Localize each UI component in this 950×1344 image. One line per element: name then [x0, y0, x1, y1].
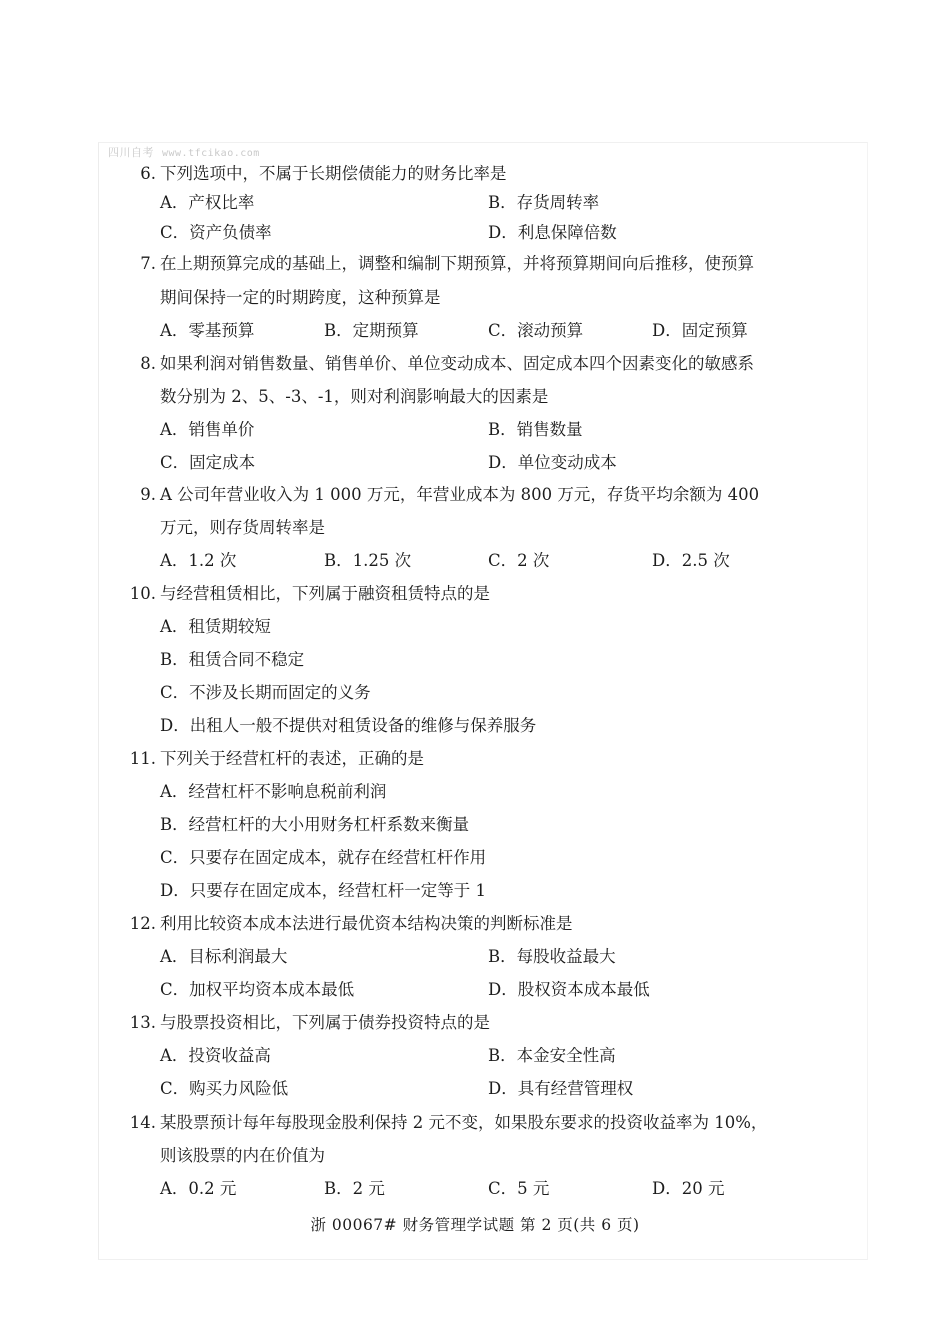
option-a: A．0.2 元 — [160, 1179, 237, 1198]
option-b: B．存货周转率 — [488, 193, 600, 212]
question-stem-continued: 数分别为 2、5、-3、-1，则对利润影响最大的因素是 — [160, 387, 549, 406]
option-d: D．具有经营管理权 — [488, 1079, 634, 1098]
option-b: B．1.25 次 — [324, 551, 412, 570]
question-number: 13. — [129, 1013, 156, 1032]
watermark-url: www.tfcikao.com — [162, 148, 260, 159]
option-d: D．只要存在固定成本，经营杠杆一定等于 1 — [160, 881, 486, 900]
option-b: B．本金安全性高 — [488, 1046, 616, 1065]
question-stem: 与经营租赁相比，下列属于融资租赁特点的是 — [160, 584, 490, 603]
question-stem: 如果利润对销售数量、销售单价、单位变动成本、固定成本四个因素变化的敏感系 — [160, 354, 754, 373]
question-stem: 下列选项中，不属于长期偿债能力的财务比率是 — [160, 164, 507, 183]
option-c: C．资产负债率 — [160, 223, 272, 242]
option-a: A．零基预算 — [160, 321, 255, 340]
option-c: C．不涉及长期而固定的义务 — [160, 683, 371, 702]
question-number: 6. — [140, 164, 156, 183]
question-number: 11. — [129, 749, 156, 768]
option-c: C．2 次 — [488, 551, 550, 570]
option-b: B．租赁合同不稳定 — [160, 650, 305, 669]
option-d: D．利息保障倍数 — [488, 223, 617, 242]
option-c: C．5 元 — [488, 1179, 550, 1198]
option-c: C．加权平均资本成本最低 — [160, 980, 355, 999]
option-d: D．单位变动成本 — [488, 453, 617, 472]
option-a: A．投资收益高 — [160, 1046, 271, 1065]
option-b: B．每股收益最大 — [488, 947, 616, 966]
option-b: B．经营杠杆的大小用财务杠杆系数来衡量 — [160, 815, 470, 834]
question-number: 10. — [129, 584, 156, 603]
question-stem: 下列关于经营杠杆的表述，正确的是 — [160, 749, 424, 768]
option-d: D．固定预算 — [652, 321, 748, 340]
watermark-site-name: 四川自考 — [108, 146, 154, 159]
question-number: 14. — [129, 1113, 156, 1132]
question-stem: 与股票投资相比，下列属于债券投资特点的是 — [160, 1013, 490, 1032]
question-stem: 利用比较资本成本法进行最优资本结构决策的判断标准是 — [160, 914, 573, 933]
option-a: A．经营杠杆不影响息税前利润 — [160, 782, 387, 801]
option-b: B．定期预算 — [324, 321, 419, 340]
option-b: B．2 元 — [324, 1179, 385, 1198]
option-c: C．滚动预算 — [488, 321, 584, 340]
option-d: D．股权资本成本最低 — [488, 980, 650, 999]
question-stem-continued: 期间保持一定的时期跨度，这种预算是 — [160, 288, 441, 307]
question-stem-continued: 则该股票的内在价值为 — [160, 1146, 325, 1165]
question-number: 7. — [140, 254, 156, 273]
option-c: C．购买力风险低 — [160, 1079, 289, 1098]
option-c: C．只要存在固定成本，就存在经营杠杆作用 — [160, 848, 487, 867]
option-d: D．2.5 次 — [652, 551, 730, 570]
option-a: A．1.2 次 — [160, 551, 237, 570]
question-stem-continued: 万元，则存货周转率是 — [160, 518, 325, 537]
question-number: 8. — [140, 354, 156, 373]
option-a: A．产权比率 — [160, 193, 255, 212]
watermark — [108, 144, 260, 160]
question-number: 12. — [129, 914, 156, 933]
question-stem: A 公司年营业收入为 1 000 万元，年营业成本为 800 万元，存货平均余额为 400 — [160, 485, 760, 504]
option-d: D．出租人一般不提供对租赁设备的维修与保养服务 — [160, 716, 537, 735]
page-footer: 浙 00067# 财务管理学试题 第 2 页(共 6 页) — [310, 1216, 640, 1234]
option-a: A．销售单价 — [160, 420, 255, 439]
option-a: A．目标利润最大 — [160, 947, 288, 966]
question-stem: 在上期预算完成的基础上，调整和编制下期预算，并将预算期间向后推移，使预算 — [160, 254, 754, 273]
option-c: C．固定成本 — [160, 453, 256, 472]
option-d: D．20 元 — [652, 1179, 725, 1198]
question-stem: 某股票预计每年每股现金股利保持 2 元不变，如果股东要求的投资收益率为 10%， — [160, 1113, 768, 1132]
question-number: 9. — [140, 485, 156, 504]
option-a: A．租赁期较短 — [160, 617, 271, 636]
option-b: B．销售数量 — [488, 420, 583, 439]
